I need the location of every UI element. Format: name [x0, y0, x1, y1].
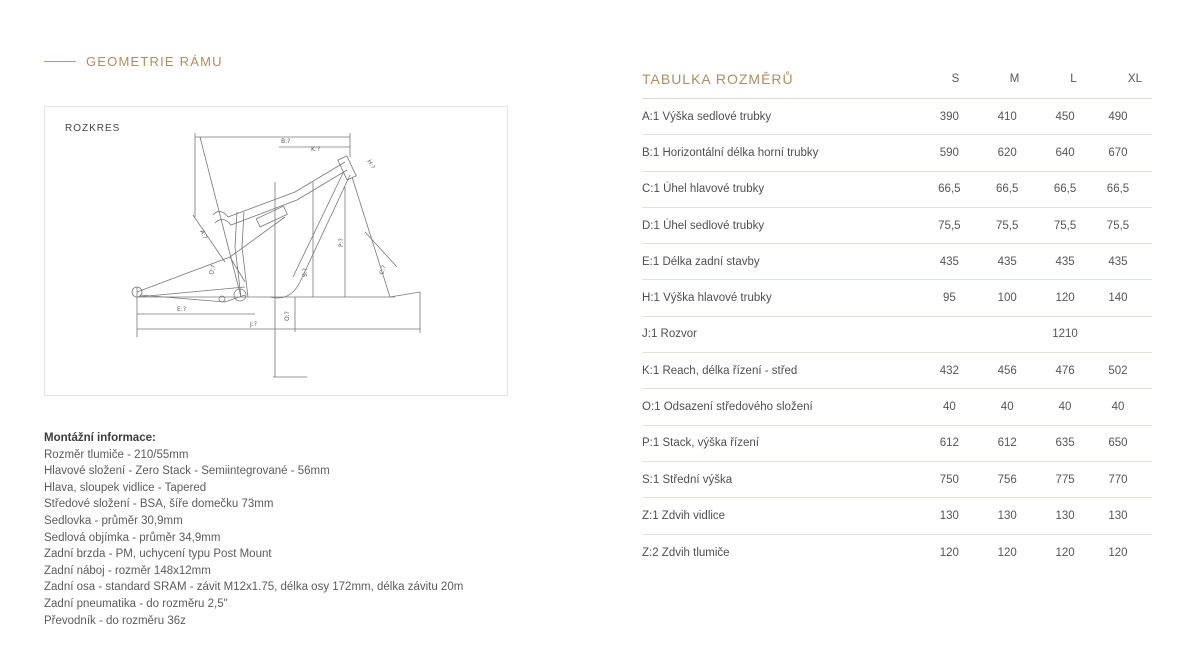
- table-row: [642, 462, 1152, 498]
- cell-m: 40: [1000, 401, 1014, 414]
- row-label: A:1 Výška sedlové trubky: [642, 110, 772, 123]
- table-row: [642, 498, 1152, 534]
- table-row: [642, 99, 1152, 135]
- cell-m: 75,5: [996, 219, 1019, 232]
- table-row: [642, 280, 1152, 316]
- assembly-line: Rozměr tlumiče - 210/55mm: [44, 448, 189, 461]
- cell-xl: 75,5: [1106, 219, 1130, 232]
- row-label: D:1 Úhel sedlové trubky: [642, 219, 765, 232]
- cell-m: 435: [997, 255, 1017, 268]
- cell-s: 750: [939, 473, 959, 486]
- cell-m: 612: [997, 437, 1017, 450]
- cell-l: 130: [1055, 509, 1075, 522]
- cell-s: 75,5: [938, 219, 961, 232]
- cell-l: 1210: [1052, 328, 1078, 341]
- cell-l: 120: [1055, 292, 1075, 305]
- cell-s: 95: [942, 292, 956, 305]
- assembly-line: Zadní brzda - PM, uchycení typu Post Mount: [44, 548, 272, 561]
- size-header-xl: XL: [1127, 73, 1142, 85]
- cell-m: 456: [997, 364, 1017, 377]
- cell-m: 756: [997, 473, 1017, 486]
- cell-s: 120: [939, 546, 959, 559]
- row-label: E:1 Délka zadní stavby: [642, 255, 760, 268]
- cell-xl: 502: [1108, 364, 1128, 377]
- size-header-m: M: [1009, 73, 1020, 85]
- table-body: [642, 99, 1152, 571]
- cell-l: 120: [1055, 546, 1075, 559]
- cell-l: 476: [1055, 364, 1075, 377]
- row-label: B:1 Horizontální délka horní trubky: [642, 146, 819, 159]
- assembly-line: Zadní náboj - rozměr 148x12mm: [44, 564, 211, 577]
- assembly-line: Hlava, sloupek vidlice - Tapered: [44, 481, 207, 494]
- cell-xl: 670: [1108, 146, 1128, 159]
- assembly-line: Zadní osa - standard SRAM - závit M12x1.75, délka osy 172mm, délka závitu 20m: [44, 581, 464, 594]
- cell-s: 590: [939, 146, 959, 159]
- cell-m: 120: [997, 546, 1017, 559]
- dim-p-label: P:?: [338, 238, 345, 247]
- cell-xl: 490: [1108, 110, 1128, 123]
- table-row: [642, 317, 1152, 353]
- table-row: [642, 244, 1152, 280]
- assembly-line: Středové složení - BSA, šíře domečku 73mm: [44, 498, 274, 511]
- cell-s: 435: [939, 255, 959, 268]
- cell-s: 432: [939, 364, 959, 377]
- heading-divider: [44, 61, 76, 62]
- dim-j-label: J:?: [250, 321, 257, 328]
- cell-l: 75,5: [1053, 219, 1077, 232]
- cell-l: 40: [1058, 401, 1072, 414]
- cell-l: 635: [1055, 437, 1075, 450]
- cell-m: 66,5: [996, 183, 1019, 196]
- row-label: C:1 Úhel hlavové trubky: [642, 183, 765, 196]
- table-row: [642, 135, 1152, 171]
- table-row: [642, 535, 1152, 571]
- cell-m: 130: [997, 509, 1017, 522]
- cell-xl: 66,5: [1106, 183, 1130, 196]
- frame-diagram: [45, 107, 509, 397]
- cell-xl: 130: [1108, 509, 1128, 522]
- cell-s: 66,5: [938, 183, 961, 196]
- assembly-line: Sedlovka - průměr 30,9mm: [44, 514, 183, 527]
- cell-m: 620: [997, 146, 1017, 159]
- frame-drawing: [44, 106, 508, 396]
- cell-l: 640: [1055, 146, 1075, 159]
- row-label: O:1 Odsazení středového složení: [642, 401, 813, 414]
- cell-s: 40: [942, 401, 956, 414]
- dim-s-label: S:?: [302, 267, 309, 277]
- cell-l: 450: [1055, 110, 1075, 123]
- cell-m: 410: [997, 110, 1017, 123]
- size-header-l: L: [1070, 73, 1077, 85]
- cell-xl: 140: [1108, 292, 1128, 305]
- assembly-line: Převodník - do rozměru 36z: [44, 614, 186, 627]
- row-label: Z:1 Zdvih vidlice: [642, 509, 726, 522]
- table-title: TABULKA ROZMĚRŮ: [642, 71, 794, 87]
- cell-l: 66,5: [1053, 183, 1077, 196]
- cell-s: 612: [939, 437, 959, 450]
- dim-e-label: E:?: [177, 306, 186, 313]
- row-label: Z:2 Zdvih tlumiče: [642, 546, 730, 559]
- cell-l: 775: [1055, 473, 1075, 486]
- table-row: [642, 172, 1152, 208]
- geometry-heading: [44, 54, 223, 69]
- row-label: P:1 Stack, výška řízení: [642, 437, 759, 450]
- assembly-line: Sedlová objímka - průměr 34,9mm: [44, 531, 221, 544]
- table-row: [642, 353, 1152, 389]
- cell-s: 390: [939, 110, 959, 123]
- size-header-s: S: [951, 73, 960, 85]
- geometry-heading-text: GEOMETRIE RÁMU: [86, 54, 223, 69]
- assembly-line: Hlavové složení - Zero Stack - Semiintegrované - 56mm: [44, 465, 330, 478]
- table-row: [642, 208, 1152, 244]
- cell-xl: 770: [1108, 473, 1128, 486]
- dim-d-label: D:?: [208, 264, 218, 276]
- assembly-title: Montážní informace:: [44, 432, 156, 444]
- row-label: J:1 Rozvor: [642, 328, 697, 341]
- dim-c-label: C:?: [378, 264, 389, 276]
- cell-xl: 120: [1108, 546, 1128, 559]
- assembly-info: [44, 430, 544, 629]
- assembly-line: Zadní pneumatika - do rozměru 2,5": [44, 597, 228, 610]
- drawing-label: ROZKRES: [65, 123, 121, 134]
- cell-s: 130: [939, 509, 959, 522]
- cell-m: 100: [997, 292, 1017, 305]
- dim-k-label: K:?: [311, 146, 321, 153]
- row-label: H:1 Výška hlavové trubky: [642, 292, 772, 305]
- dim-h-label: H:?: [365, 158, 377, 171]
- row-label: S:1 Střední výška: [642, 473, 733, 486]
- table-row: [642, 426, 1152, 462]
- size-table: [642, 60, 1152, 571]
- cell-xl: 650: [1108, 437, 1128, 450]
- cell-xl: 435: [1108, 255, 1128, 268]
- cell-xl: 40: [1111, 401, 1125, 414]
- dim-o-label: O:?: [284, 311, 291, 321]
- dim-b-label: B:?: [281, 138, 291, 145]
- table-row: [642, 389, 1152, 425]
- cell-l: 435: [1055, 255, 1075, 268]
- table-header: [642, 60, 1152, 99]
- dim-a-label: A:?: [198, 228, 209, 241]
- row-label: K:1 Reach, délka řízení - střed: [642, 364, 798, 377]
